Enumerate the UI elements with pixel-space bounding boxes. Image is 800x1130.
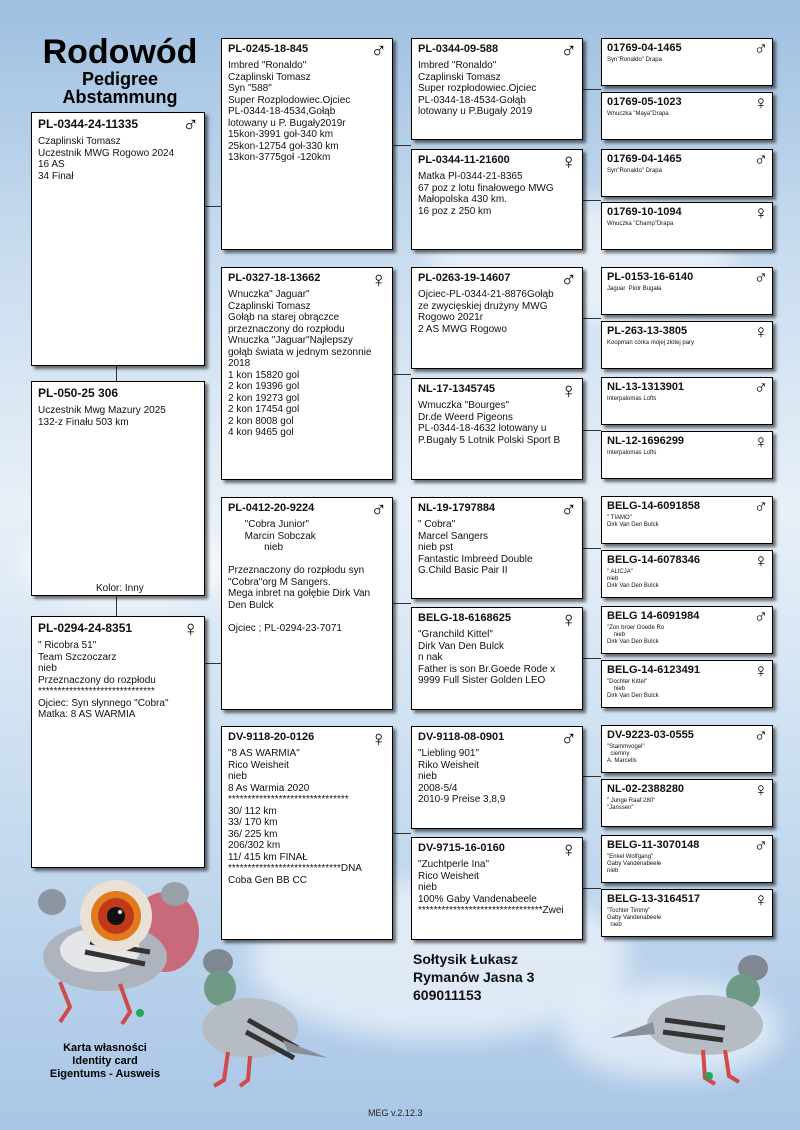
bird-description: " Cobra" Marcel Sangers nieb pst Fantastic Imbreed Double G.Child Basic Pair II (418, 519, 533, 576)
male-symbol-icon: ♂ (560, 267, 577, 292)
ring-number: PL-050-25 306 (38, 386, 119, 400)
gen3-card[interactable] (411, 267, 583, 369)
bird-description: "Cobra Junior" Marcin Sobczak nieb Przeznaczony do rozpłodu syn "Cobra"org M Sangers. Mega inbret na gołębie Dirk Van Den Bulck Ojciec ; PL-0294-23-7071 (228, 519, 371, 634)
pigeon-icon (605, 950, 775, 1090)
bird-description: Wnuczka" Jaguar" Czaplinski Tomasz Gołąb na starej obrączce przeznaczony do rozpłodu Wnuczka "Jaguar"Najlepszy gołąb świata w jednym sezonnie 2018 1 kon 15820 gol 2 kon 19396 gol 2 kon 19273 gol 2 kon 17454 gol 2 kon 8008 gol 4 kon 9465 gol (228, 289, 372, 438)
gen3-card[interactable] (411, 607, 583, 710)
ring-number: 01769-10-1094 (607, 206, 682, 218)
ring-number: PL-263-13-3805 (607, 325, 688, 337)
bird-description: Wnuczka "Champ"Drapa (607, 221, 674, 227)
gen2-card[interactable] (221, 38, 393, 250)
gen2-card[interactable] (221, 267, 393, 480)
bird-description: Interpalomas Lofts (607, 450, 657, 456)
ring-number: NL-13-1313901 (607, 381, 685, 393)
gen4-card[interactable] (601, 149, 773, 197)
ring-number: NL-17-1345745 (418, 383, 496, 395)
bird-description: Interpalomas Lofts (607, 396, 657, 402)
gen3-card[interactable] (411, 837, 583, 940)
connector-line (205, 206, 221, 207)
connector-line (116, 366, 117, 382)
bird-description: Wnuczka "Maya"Drapa (607, 111, 669, 117)
connector-line (583, 200, 601, 201)
female-symbol-icon: ♀ (560, 378, 577, 403)
male-symbol-icon: ♂ (370, 497, 387, 522)
gen4-card[interactable] (601, 779, 773, 827)
bird-description: Matka Pl-0344-21-8365 67 poz z lotu finałowego MWG Małopolska 430 km. 16 poz z 250 km (418, 171, 554, 217)
owner-info (413, 950, 534, 1004)
connector-line (583, 888, 601, 889)
version-label: MEG v.2.12.3 (368, 1108, 423, 1118)
ring-number: 01769-04-1465 (607, 153, 682, 165)
gen4-card[interactable] (601, 835, 773, 883)
ring-number: PL-0344-24-11335 (38, 117, 139, 131)
connector-line (393, 374, 411, 375)
subject-female-card[interactable] (31, 381, 205, 596)
connector-line (393, 145, 411, 146)
bird-description: " TIAMO" Dirk Van Den Bulck (607, 515, 659, 528)
gen4-card[interactable] (601, 550, 773, 598)
female-symbol-icon: ♀ (370, 267, 387, 292)
female-symbol-icon: ♀ (753, 661, 768, 682)
gen4-card[interactable] (601, 431, 773, 479)
connector-line (393, 603, 411, 604)
bird-description: "Enkel Wolfgang" Gaby Vandenabeele nieb (607, 854, 662, 874)
bird-description: "Dochter Kittel" nieb Dirk Van Den Bulck (607, 679, 659, 699)
bird-description: "Granchild Kittel" Dirk Van Den Bulck n nak Father is son Br.Goede Rode x 9999 Full Sister Golden LEO (418, 629, 556, 686)
bird-description: Jaguar Piotr Bugała (607, 286, 662, 292)
connector-line (583, 776, 601, 777)
ring-number: 01769-04-1465 (607, 42, 682, 54)
gen3-card[interactable] (411, 726, 583, 829)
gen4-card[interactable] (601, 889, 773, 937)
gen3-card[interactable] (411, 497, 583, 599)
ring-number: PL-0263-19-14607 (418, 272, 511, 284)
id-card-line: Eigentums - Ausweis (49, 1068, 161, 1080)
gen2-card[interactable] (221, 726, 393, 940)
owner-address: Rymanów Jasna 3 (413, 969, 535, 985)
bird-description: Koopman córka mojej złotej pary (607, 340, 695, 346)
gen4-card[interactable] (601, 660, 773, 708)
identity-card-label (40, 1042, 170, 1081)
bird-description: Imbred "Ronaldo" Czaplinski Tomasz Super rozpłodowiec.Ojciec PL-0344-18-4534-Gołąb lotowany u P.Bugały 2019 (418, 60, 537, 117)
gen4-card[interactable] (601, 38, 773, 86)
ring-number: BELG-14-6091858 (607, 500, 700, 512)
connector-line (205, 663, 221, 664)
bird-description: Wmuczka "Bourges" Dr.de Weerd Pigeons PL-0344-18-4632 lotowany u P.Bugały 5 Lotnik Polski Sport B (418, 400, 561, 446)
bird-description: Syn"Ronaldo" Drapa (607, 168, 662, 174)
gen3-card[interactable] (411, 378, 583, 480)
female-symbol-icon: ♀ (753, 432, 768, 453)
connector-line (583, 89, 601, 90)
ring-number: NL-02-2388280 (607, 783, 685, 795)
ring-number: DV-9118-08-0901 (418, 731, 505, 743)
female-symbol-icon: ♀ (753, 203, 768, 224)
ring-number: DV-9223-03-0555 (607, 729, 694, 741)
ring-number: PL-0245-18-845 (228, 43, 309, 55)
ring-number: DV-9118-20-0126 (228, 731, 315, 743)
gen4-card[interactable] (601, 377, 773, 425)
ring-number: PL-0344-09-588 (418, 43, 499, 55)
pigeon-eye-icon (78, 878, 154, 954)
subject-male-card[interactable] (31, 112, 205, 366)
female-symbol-icon: ♀ (753, 551, 768, 572)
ring-number: BELG-13-3164517 (607, 893, 700, 905)
connector-line (583, 548, 601, 549)
connector-line (583, 658, 601, 659)
female-symbol-icon: ♀ (182, 616, 199, 641)
female-symbol-icon: ♀ (753, 890, 768, 911)
ring-number: PL-0344-11-21600 (418, 154, 510, 166)
owner-phone: 609011153 (413, 987, 482, 1003)
ring-number: PL-0412-20-9224 (228, 502, 315, 514)
bird-description: "Stammvogel" ciemny A. Marcelis (607, 744, 645, 764)
female-symbol-icon: ♀ (370, 726, 387, 751)
ring-number: BELG-14-6078346 (607, 554, 700, 566)
title-main: Rodowód (42, 33, 198, 71)
pedigree-title (20, 34, 220, 106)
connector-line (393, 833, 411, 834)
bird-description: " ALICJA" nieb Dirk Van Den Bulck (607, 569, 659, 589)
bird-description: " Junge Raaf 280" "Janssen" (607, 798, 656, 811)
title-sub-de: Abstammung (62, 87, 178, 107)
connector-line (116, 596, 117, 616)
female-symbol-icon: ♀ (753, 322, 768, 343)
male-symbol-icon: ♂ (753, 607, 768, 628)
gen4-card[interactable] (601, 202, 773, 250)
ring-number: PL-0294-24-8351 (38, 621, 133, 635)
gen4-card[interactable] (601, 267, 773, 315)
male-symbol-icon: ♂ (753, 39, 768, 60)
gen4-card[interactable] (601, 606, 773, 654)
female-symbol-icon: ♀ (560, 607, 577, 632)
bird-description: "8 AS WARMIA" Rico Weisheit nieb 8 As Warmia 2020 ******************************* 30/ 112 km 33/ 170 km 36/ 225 km 206/302 km 11/ 415 km FINAŁ *****************************DNA Coba Gen BB CC (228, 748, 362, 886)
connector-line (583, 430, 601, 431)
ring-number: 01769-05-1023 (607, 96, 682, 108)
male-symbol-icon: ♂ (753, 378, 768, 399)
pigeon-icon (188, 940, 333, 1090)
ring-number: NL-12-1696299 (607, 435, 685, 447)
ring-number: BELG-14-6123491 (607, 664, 700, 676)
female-symbol-icon: ♀ (753, 93, 768, 114)
bird-description: "Liebling 901" Riko Weisheit nieb 2008-5/4 2010-9 Preise 3,8,9 (418, 748, 506, 805)
bird-description: Imbred "Ronaldo" Czaplinski Tomasz Syn "588" Super Rozplodowiec.Ojciec PL-0344-18-4534,Gołąb lotowany u P. Bugały2019r 15kon-3991 goł-340 km 25kon-12754 goł-330 km 13kon-3775goł -120km (228, 60, 351, 163)
female-symbol-icon: ♀ (753, 780, 768, 801)
bird-description: "Tochter Timmy" Gaby Vandenabeele nieb (607, 908, 662, 928)
color-label: Kolor: Inny (96, 583, 144, 594)
female-symbol-icon: ♀ (560, 149, 577, 174)
dam-card[interactable] (31, 616, 205, 868)
owner-name: Sołtysik Łukasz (413, 951, 519, 967)
connector-line (583, 318, 601, 319)
ring-number: BELG-11-3070148 (607, 839, 700, 851)
bird-description: "Zon broer Goede Ro nieb Dirk Van Den Bulck (607, 625, 665, 645)
gen4-card[interactable] (601, 725, 773, 773)
male-symbol-icon: ♂ (560, 38, 577, 63)
bird-description: Ojciec-PL-0344-21-8876Gołąb ze zwycięskiej drużyny MWG Rogowo 2021r 2 AS MWG Rogowo (418, 289, 554, 335)
bird-description: Uczestnik Mwg Mazury 2025 132-z Finału 503 km (38, 405, 166, 428)
ring-number: PL-0153-16-6140 (607, 271, 694, 283)
ring-number: BELG 14-6091984 (607, 610, 700, 622)
bird-description: "Zuchtperle Ina" Rico Weisheit nieb 100% Gaby Vandenabeele ********************************Zwei (418, 859, 564, 916)
gen4-card[interactable] (601, 496, 773, 544)
male-symbol-icon: ♂ (182, 112, 199, 137)
gen4-card[interactable] (601, 321, 773, 369)
male-symbol-icon: ♂ (560, 497, 577, 522)
ring-number: PL-0327-18-13662 (228, 272, 321, 284)
ring-number: BELG-18-6168625 (418, 612, 511, 624)
male-symbol-icon: ♂ (753, 726, 768, 747)
male-symbol-icon: ♂ (370, 38, 387, 63)
gen4-card[interactable] (601, 92, 773, 140)
male-symbol-icon: ♂ (753, 497, 768, 518)
ring-number: DV-9715-16-0160 (418, 842, 505, 854)
male-symbol-icon: ♂ (753, 268, 768, 289)
gen3-card[interactable] (411, 38, 583, 140)
title-sub-en: Pedigree (81, 69, 159, 89)
male-symbol-icon: ♂ (753, 836, 768, 857)
gen3-card[interactable] (411, 149, 583, 250)
id-card-line: Karta własności (63, 1042, 147, 1054)
male-symbol-icon: ♂ (753, 150, 768, 171)
female-symbol-icon: ♀ (560, 837, 577, 862)
ring-number: NL-19-1797884 (418, 502, 496, 514)
gen2-card[interactable] (221, 497, 393, 710)
bird-description: " Ricobra 51" Team Szczoczarz nieb Przeznaczony do rozpłodu ****************************** Ojciec: Syn słynnego "Cobra" Matka: 8 AS WARMIA (38, 640, 169, 720)
bird-description: Czaplinski Tomasz Uczestnik MWG Rogowo 2024 16 AS 34 Finał (38, 136, 175, 182)
id-card-line: Identity card (72, 1055, 138, 1067)
male-symbol-icon: ♂ (560, 726, 577, 751)
bird-description: Syn"Ronaldo" Drapa (607, 57, 662, 63)
